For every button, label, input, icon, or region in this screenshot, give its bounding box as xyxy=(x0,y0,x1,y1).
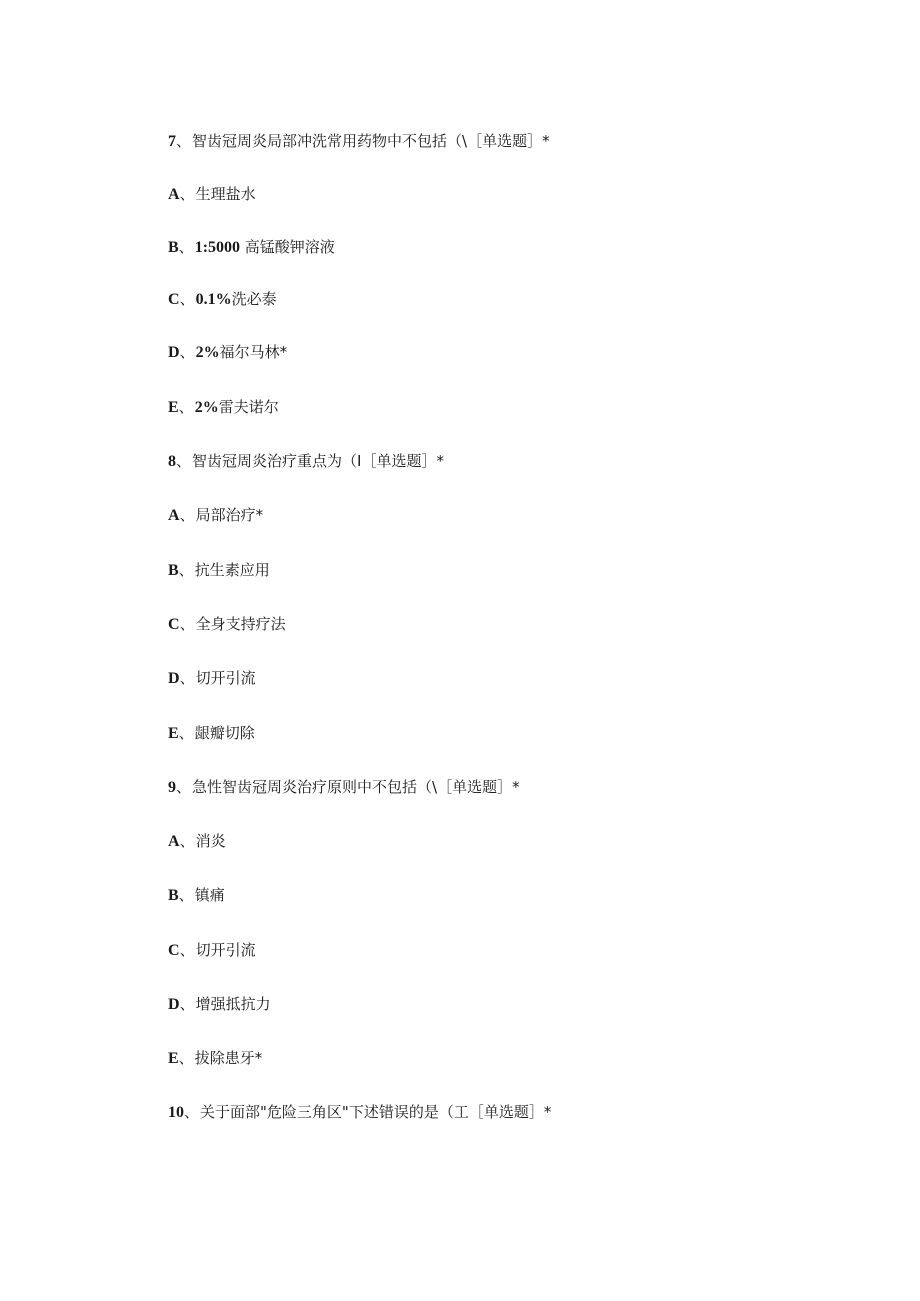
option-d[interactable] xyxy=(168,342,287,363)
question-text: 智齿冠周炎局部冲洗常用药物中不包括（\［单选题］* xyxy=(192,132,550,150)
separator: 、 xyxy=(179,615,195,633)
separator: 、 xyxy=(179,506,195,524)
option-c[interactable] xyxy=(168,289,277,310)
separator: 、 xyxy=(179,995,195,1013)
question-number: 10 xyxy=(168,1104,184,1121)
separator: 、 xyxy=(179,941,195,959)
option-d[interactable] xyxy=(168,668,256,689)
option-letter: E xyxy=(168,1050,179,1067)
option-text: 镇痛 xyxy=(194,886,225,904)
question-number: 7 xyxy=(168,133,176,150)
option-a[interactable] xyxy=(168,505,263,526)
option-b[interactable] xyxy=(168,560,270,581)
option-d[interactable] xyxy=(168,994,271,1015)
question-text: 急性智齿冠周炎治疗原则中不包括（\［单选题］* xyxy=(192,778,520,796)
option-c[interactable] xyxy=(168,940,256,961)
option-letter: C xyxy=(168,942,180,959)
separator: 、 xyxy=(179,343,195,361)
question-number: 8 xyxy=(168,453,176,470)
option-number: 1:5000 xyxy=(194,239,241,256)
option-letter: E xyxy=(168,399,179,416)
option-letter: E xyxy=(168,725,179,742)
option-text: 生理盐水 xyxy=(195,185,256,203)
option-text: 雷夫诺尔 xyxy=(218,398,279,416)
separator: 、 xyxy=(178,886,194,904)
option-text: 龈瓣切除 xyxy=(194,724,255,742)
separator: 、 xyxy=(179,832,195,850)
option-letter: C xyxy=(168,291,180,308)
separator: 、 xyxy=(179,290,195,308)
question-number: 9 xyxy=(168,779,176,796)
option-letter: B xyxy=(168,887,179,904)
option-b[interactable] xyxy=(168,237,335,258)
separator: 、 xyxy=(178,724,194,742)
option-text: 拔除患牙* xyxy=(194,1049,263,1067)
question-9 xyxy=(168,777,520,798)
option-text: 抗生素应用 xyxy=(194,561,270,579)
option-text: 消炎 xyxy=(195,832,226,850)
separator: 、 xyxy=(178,1049,194,1067)
separator: 、 xyxy=(178,238,194,256)
option-letter: A xyxy=(168,507,180,524)
option-text: 高锰酸钾溶液 xyxy=(240,238,335,256)
option-number: 2% xyxy=(194,399,219,416)
option-e[interactable] xyxy=(168,723,255,744)
separator: 、 xyxy=(178,398,194,416)
option-b[interactable] xyxy=(168,885,225,906)
separator: 、 xyxy=(178,561,194,579)
question-8 xyxy=(168,451,444,472)
question-10 xyxy=(168,1102,551,1123)
option-letter: D xyxy=(168,670,180,687)
separator: 、 xyxy=(176,778,192,796)
option-letter: B xyxy=(168,562,179,579)
option-letter: A xyxy=(168,833,180,850)
separator: 、 xyxy=(184,1103,200,1121)
option-letter: D xyxy=(168,996,180,1013)
separator: 、 xyxy=(179,185,195,203)
option-number: 2% xyxy=(195,344,220,361)
option-c[interactable] xyxy=(168,614,286,635)
option-a[interactable] xyxy=(168,184,256,205)
option-text: 增强抵抗力 xyxy=(195,995,271,1013)
question-text: 关于面部"危险三角区"下述错误的是（工［单选题］* xyxy=(200,1103,552,1121)
option-text: 切开引流 xyxy=(195,941,256,959)
option-text: 福尔马林* xyxy=(219,343,288,361)
option-letter: A xyxy=(168,186,180,203)
option-e[interactable] xyxy=(168,1048,262,1069)
option-text: 局部治疗* xyxy=(195,506,264,524)
question-7 xyxy=(168,131,550,152)
option-letter: B xyxy=(168,239,179,256)
option-a[interactable] xyxy=(168,831,226,852)
option-text: 切开引流 xyxy=(195,669,256,687)
separator: 、 xyxy=(176,132,192,150)
option-letter: C xyxy=(168,616,180,633)
option-number: 0.1% xyxy=(195,291,232,308)
separator: 、 xyxy=(179,669,195,687)
option-letter: D xyxy=(168,344,180,361)
separator: 、 xyxy=(176,452,192,470)
option-text: 全身支持疗法 xyxy=(195,615,286,633)
question-text: 智齿冠周炎治疗重点为（I［单选题］* xyxy=(192,452,444,470)
option-e[interactable] xyxy=(168,397,279,418)
option-text: 洗必泰 xyxy=(231,290,277,308)
